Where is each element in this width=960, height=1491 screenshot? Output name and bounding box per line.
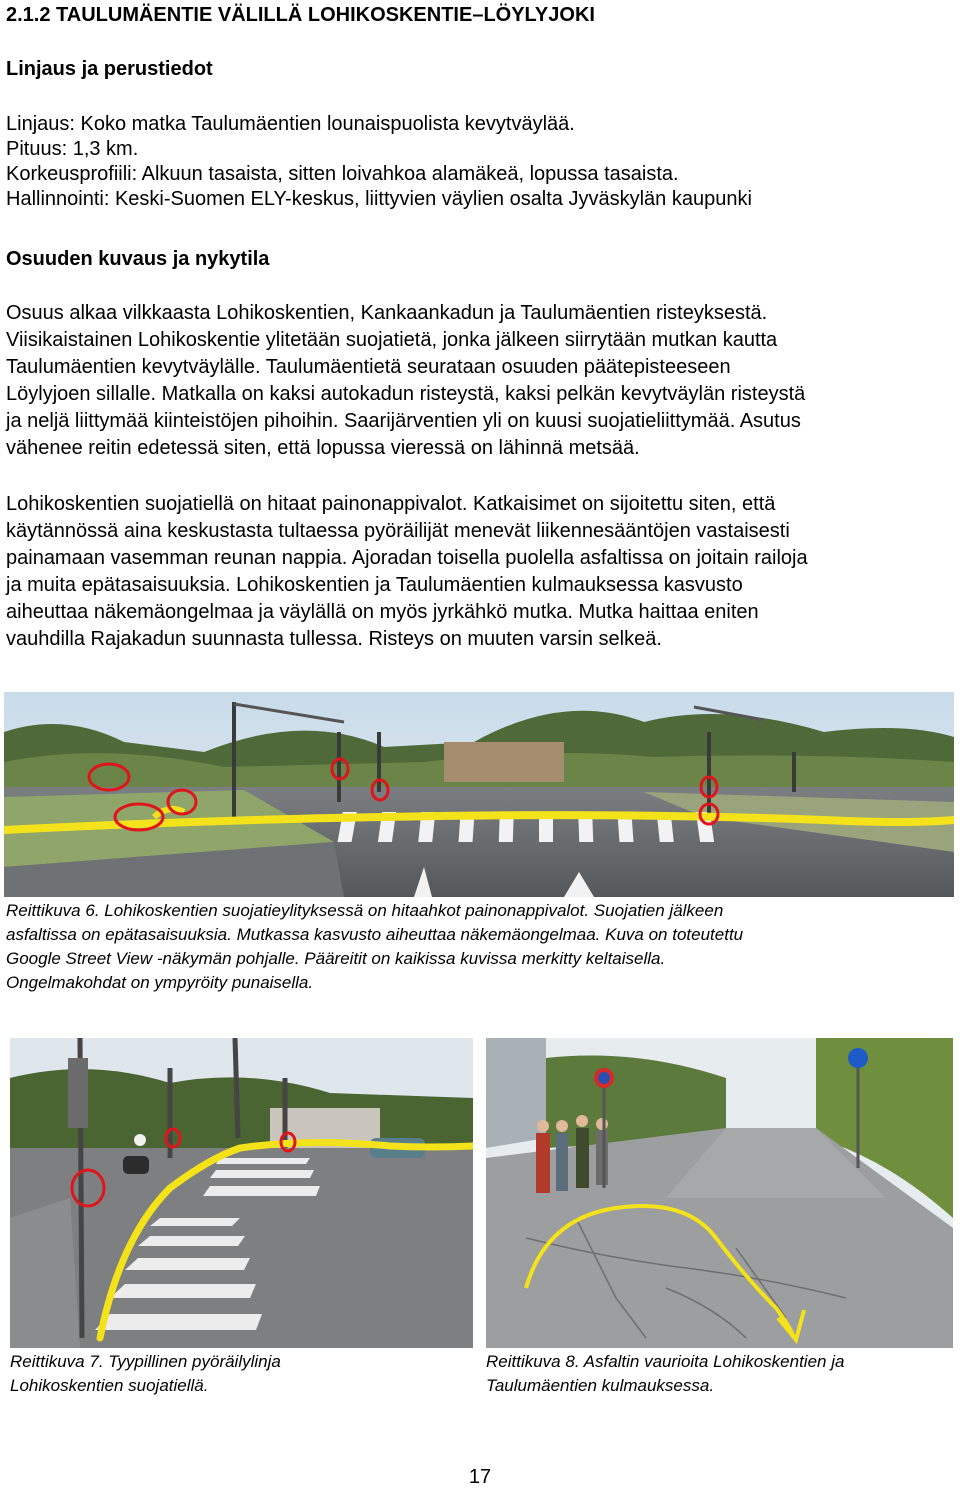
- description-paragraph-1: [6, 300, 952, 462]
- text-line: aiheuttaa näkemäongelmaa ja väylällä on myös jyrkähkö mutka. Mutka haittaa eniten: [6, 601, 759, 623]
- basic-info-block: [6, 112, 952, 212]
- text-line: Taulumäentien kevytväylälle. Taulumäentietä seurataan osuuden päätepisteeseen: [6, 356, 731, 378]
- text-line: painamaan vasemman reunan nappia. Ajoradan toisella puolella asfaltissa on joitain railoja: [6, 547, 808, 569]
- caption-line: asfaltissa on epätasaisuuksia. Mutkassa kasvusto aiheuttaa näkemäongelmaa. Kuva on toteutettu: [6, 925, 744, 944]
- figure-6-caption: [6, 899, 951, 995]
- info-linjaus: Linjaus: Koko matka Taulumäentien lounaispuolista kevytväylää.: [6, 113, 575, 135]
- text-line: ja muita epätasaisuuksia. Lohikoskentien ja Taulumäentien kulmauksessa kasvusto: [6, 574, 743, 596]
- section-title-kuvaus: Osuuden kuvaus ja nykytila: [6, 248, 270, 270]
- section-title-linjaus: Linjaus ja perustiedot: [6, 58, 213, 80]
- description-paragraph-2: [6, 491, 952, 653]
- caption-line: Google Street View -näkymän pohjalle. Pääreitit on kaikissa kuvissa merkitty keltaisella.: [6, 949, 666, 968]
- text-line: Viisikaistainen Lohikoskentie ylitetään suojatietä, jonka jälkeen siirrytään mutkan kautta: [6, 329, 778, 351]
- info-korkeusprofiili: Korkeusprofiili: Alkuun tasaista, sitten loivahkoa alamäkeä, lopussa tasaista.: [6, 163, 679, 185]
- route-photo-7: [10, 1038, 473, 1348]
- text-line: Osuus alkaa vilkkaasta Lohikoskentien, Kankaankadun ja Taulumäentien risteyksestä.: [6, 302, 768, 324]
- text-line: vähenee reitin edetessä siten, että lopussa vieressä on lähinnä metsää.: [6, 437, 640, 459]
- info-pituus: Pituus: 1,3 km.: [6, 138, 139, 160]
- route-photo-6: [4, 692, 954, 897]
- text-line: käytännössä aina keskustasta tultaessa pyöräilijät menevät liikennesääntöjen vastaisesti: [6, 520, 790, 542]
- text-line: ja neljä liittymää kiinteistöjen pihoihin. Saarijärventien yli on kuusi suojatieliittymää. Asutus: [6, 410, 801, 432]
- figure-8-caption: [486, 1350, 953, 1398]
- text-line: Lohikoskentien suojatiellä on hitaat painonappivalot. Katkaisimet on sijoitettu siten, että: [6, 493, 776, 515]
- caption-line: Taulumäentien kulmauksessa.: [486, 1376, 715, 1395]
- caption-line: Ongelmakohdat on ympyröity punaisella.: [6, 973, 314, 992]
- info-hallinnointi: Hallinnointi: Keski-Suomen ELY-keskus, liittyvien väylien osalta Jyväskylän kaupunki: [6, 188, 752, 210]
- caption-line: Reittikuva 7. Tyypillinen pyöräilylinja: [10, 1352, 281, 1371]
- figure-7-caption: [10, 1350, 473, 1398]
- route-photo-8: [486, 1038, 953, 1348]
- text-line: Löylyjoen sillalle. Matkalla on kaksi autokadun risteystä, kaksi pelkän kevytväylän risteystä: [6, 383, 806, 405]
- text-line: vauhdilla Rajakadun suunnasta tullessa. Risteys on muuten varsin selkeä.: [6, 628, 662, 650]
- caption-line: Reittikuva 8. Asfaltin vaurioita Lohikoskentien ja: [486, 1352, 845, 1371]
- caption-line: Lohikoskentien suojatiellä.: [10, 1376, 209, 1395]
- page-heading: 2.1.2 TAULUMÄENTIE VÄLILLÄ LOHIKOSKENTIE–LÖYLYJOKI: [6, 4, 595, 26]
- caption-line: Reittikuva 6. Lohikoskentien suojatieylityksessä on hitaahkot painonappivalot. Suojatien jälkeen: [6, 901, 724, 920]
- page-number: 17: [468, 1466, 492, 1488]
